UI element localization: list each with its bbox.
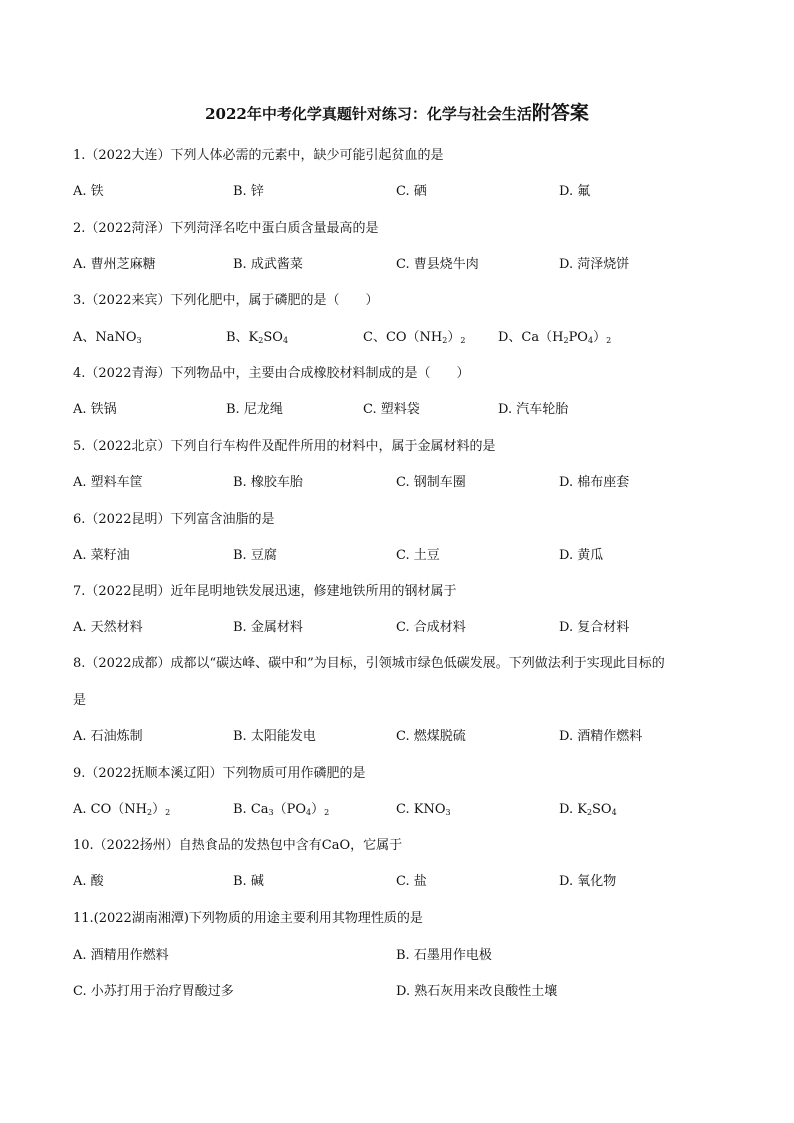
question-1-stem: 1.（2022大连）下列人体必需的元素中，缺少可能引起贫血的是	[73, 148, 444, 163]
question-1-option-a: A. 铁	[73, 184, 104, 199]
question-9-option-d: D. $K_2SO_4$	[559, 802, 617, 817]
question-9-option-b: B. $Ca_3(PO_4)_2$	[233, 802, 330, 817]
question-11-option-b: B. 石墨用作电极	[396, 948, 492, 963]
question-4-option-b: B. 尼龙绳	[226, 402, 283, 417]
question-6-option-a: A. 菜籽油	[73, 548, 130, 563]
question-6-option-c: C. 土豆	[396, 548, 440, 563]
question-7-option-a: A. 天然材料	[73, 620, 143, 635]
question-8-stem-continued: 是	[73, 693, 87, 708]
question-4-option-a: A. 铁锅	[73, 402, 117, 417]
question-9-option-c: C. $KNO_3$	[396, 802, 451, 817]
question-2-option-d: D. 菏泽烧饼	[559, 257, 630, 272]
question-11-option-a: A. 酒精用作燃料	[73, 948, 169, 963]
question-6-option-b: B. 豆腐	[233, 548, 277, 563]
question-5-option-a: A. 塑料车筐	[73, 475, 143, 490]
question-11-option-d: D. 熟石灰用来改良酸性土壤	[396, 984, 558, 999]
question-8-stem: 8.（2022成都）成都以“碳达峰、碳中和”为目标，引领城市绿色低碳发展。下列做法利于实现此目标的	[73, 656, 665, 671]
question-7-option-c: C. 合成材料	[396, 620, 466, 635]
question-2-stem: 2.（2022菏泽）下列菏泽名吃中蛋白质含量最高的是	[73, 221, 379, 236]
question-1-option-c: C. 硒	[396, 184, 427, 199]
question-11-stem: 11.(2022湖南湘潭)下列物质的用途主要利用其物理性质的是	[73, 911, 423, 926]
question-9-stem: 9.（2022抚顺本溪辽阳）下列物质可用作磷肥的是	[73, 766, 366, 781]
question-2-option-c: C. 曹县烧牛肉	[396, 257, 479, 272]
question-5-option-c: C. 钢制车圈	[396, 475, 466, 490]
question-3-stem: 3.（2022来宾）下列化肥中，属于磷肥的是（ ）	[73, 293, 379, 308]
question-3-option-d: D、$Ca(H_2PO_4)_2$	[498, 330, 612, 345]
question-2-option-b: B. 成武酱菜	[233, 257, 303, 272]
question-2-option-a: A. 曹州芝麻糖	[73, 257, 156, 272]
question-3-option-c: C、$CO(NH_2)_2$	[363, 330, 466, 345]
question-5-option-b: B. 橡胶车胎	[233, 475, 303, 490]
question-7-option-d: D. 复合材料	[559, 620, 630, 635]
question-4-stem: 4.（2022青海）下列物品中，主要由合成橡胶材料制成的是（ ）	[73, 366, 470, 381]
question-4-option-c: C. 塑料袋	[363, 402, 420, 417]
question-11-option-c: C. 小苏打用于治疗胃酸过多	[73, 984, 234, 999]
question-3-option-a: A、NaNO$_3$	[73, 330, 142, 345]
question-8-option-b: B. 太阳能发电	[233, 729, 316, 744]
question-10-stem: 10.（2022扬州）自热食品的发热包中含有CaO，它属于	[73, 838, 403, 853]
question-10-option-a: A. 酸	[73, 874, 104, 889]
question-8-option-a: A. 石油炼制	[73, 729, 143, 744]
question-9-option-a: A. $CO(NH_2)_2$	[73, 802, 171, 817]
question-8-option-d: D. 酒精作燃料	[559, 729, 643, 744]
title-main: 2022年中考化学真题针对练习：化学与社会生活	[205, 105, 532, 123]
question-10-option-b: B. 碱	[233, 874, 264, 889]
question-5-option-d: D. 棉布座套	[559, 475, 630, 490]
page-title	[0, 98, 794, 125]
question-6-stem: 6.（2022昆明）下列富含油脂的是	[73, 512, 275, 527]
question-3-option-b: B、$K_2SO_4$	[226, 330, 289, 345]
question-4-option-d: D. 汽车轮胎	[498, 402, 569, 417]
question-7-option-b: B. 金属材料	[233, 620, 303, 635]
title-suffix: 附答案	[531, 102, 589, 124]
question-5-stem: 5.（2022北京）下列自行车构件及配件所用的材料中，属于金属材料的是	[73, 439, 496, 454]
question-1-option-d: D. 氟	[559, 184, 591, 199]
question-6-option-d: D. 黄瓜	[559, 548, 604, 563]
question-8-option-c: C. 燃煤脱硫	[396, 729, 466, 744]
question-1-option-b: B. 锌	[233, 184, 264, 199]
question-7-stem: 7.（2022昆明）近年昆明地铁发展迅速，修建地铁所用的钢材属于	[73, 584, 457, 599]
question-10-option-d: D. 氧化物	[559, 874, 617, 889]
question-10-option-c: C. 盐	[396, 874, 427, 889]
